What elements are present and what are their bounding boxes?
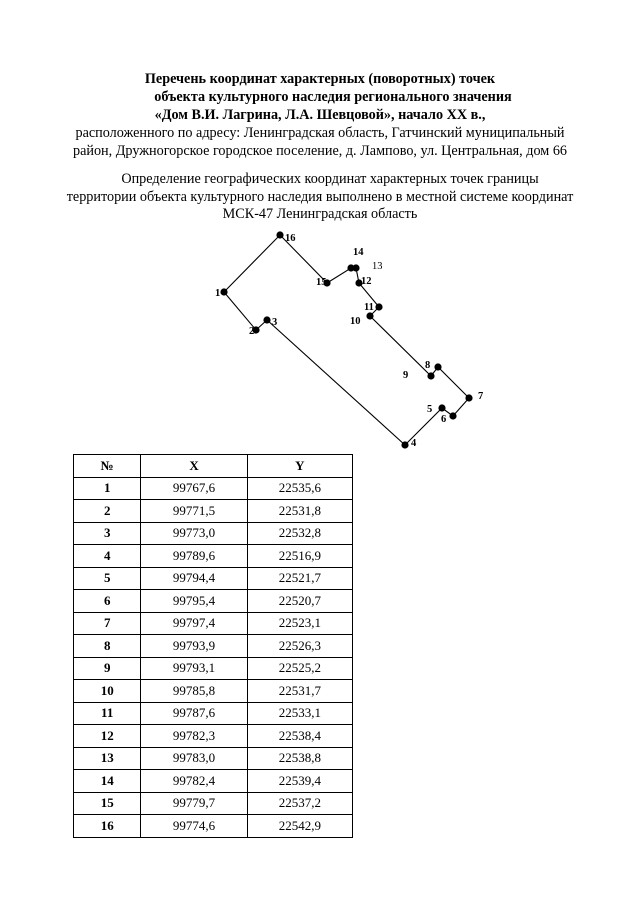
point-label-16: 16 bbox=[285, 233, 296, 244]
description-line-2: территории объекта культурного наследия выполнено в местной системе координат bbox=[66, 188, 574, 205]
table-row bbox=[74, 500, 353, 523]
table-row bbox=[74, 545, 353, 568]
table-row bbox=[74, 725, 353, 748]
title-line-3: «Дом В.И. Лагрина, Л.А. Шевцовой», начало XX в., bbox=[154, 107, 486, 123]
table-row bbox=[74, 522, 353, 545]
table-row bbox=[74, 770, 353, 793]
boundary-point-16 bbox=[276, 231, 283, 238]
boundary-point-3 bbox=[263, 316, 270, 323]
coordinates-table bbox=[73, 454, 353, 838]
address-line-2: район, Дружногорское городское поселение, д. Лампово, ул. Центральная, дом 66 bbox=[72, 143, 568, 159]
cell-y: 22533,1 bbox=[247, 702, 352, 725]
cell-x: 99767,6 bbox=[141, 477, 247, 500]
cell-x: 99797,4 bbox=[141, 612, 247, 635]
table-row bbox=[74, 747, 353, 770]
table-row bbox=[74, 657, 353, 680]
boundary-point-6 bbox=[449, 412, 456, 419]
cell-y: 22516,9 bbox=[247, 545, 352, 568]
cell-number: 11 bbox=[74, 702, 141, 725]
table-row bbox=[74, 702, 353, 725]
cell-y: 22538,8 bbox=[247, 747, 352, 770]
cell-number: 6 bbox=[74, 590, 141, 613]
cell-y: 22538,4 bbox=[247, 725, 352, 748]
cell-x: 99783,0 bbox=[141, 747, 247, 770]
cell-number: 7 bbox=[74, 612, 141, 635]
header-x: X bbox=[141, 455, 247, 478]
cell-x: 99773,0 bbox=[141, 522, 247, 545]
table-row bbox=[74, 477, 353, 500]
table-row bbox=[74, 635, 353, 658]
point-label-12: 12 bbox=[361, 276, 372, 287]
boundary-point-5 bbox=[438, 404, 445, 411]
boundary-point-4 bbox=[401, 441, 408, 448]
cell-number: 2 bbox=[74, 500, 141, 523]
cell-y: 22539,4 bbox=[247, 770, 352, 793]
header-number: № bbox=[74, 455, 141, 478]
cell-number: 8 bbox=[74, 635, 141, 658]
cell-y: 22535,6 bbox=[247, 477, 352, 500]
cell-x: 99779,7 bbox=[141, 792, 247, 815]
cell-y: 22531,7 bbox=[247, 680, 352, 703]
cell-x: 99782,3 bbox=[141, 725, 247, 748]
cell-x: 99787,6 bbox=[141, 702, 247, 725]
boundary-point-9 bbox=[427, 372, 434, 379]
point-label-15: 15 bbox=[316, 277, 327, 288]
cell-number: 14 bbox=[74, 770, 141, 793]
cell-number: 1 bbox=[74, 477, 141, 500]
cell-y: 22523,1 bbox=[247, 612, 352, 635]
cell-number: 10 bbox=[74, 680, 141, 703]
cell-number: 13 bbox=[74, 747, 141, 770]
table-row bbox=[74, 680, 353, 703]
point-label-5: 5 bbox=[427, 404, 433, 415]
cell-y: 22537,2 bbox=[247, 792, 352, 815]
description-line-1: Определение географических координат характерных точек границы bbox=[121, 171, 539, 187]
title-line-1: Перечень координат характерных (поворотных) точек bbox=[144, 71, 496, 87]
boundary-point-7 bbox=[465, 394, 472, 401]
point-label-11: 11 bbox=[364, 302, 374, 313]
cell-y: 22531,8 bbox=[247, 500, 352, 523]
point-label-3: 3 bbox=[272, 317, 278, 328]
table-row bbox=[74, 590, 353, 613]
cell-y: 22521,7 bbox=[247, 567, 352, 590]
cell-number: 15 bbox=[74, 792, 141, 815]
table-row bbox=[74, 612, 353, 635]
boundary-point-1 bbox=[220, 288, 227, 295]
title-line-2: объекта культурного наследия регионального значения bbox=[154, 89, 512, 105]
cell-y: 22532,8 bbox=[247, 522, 352, 545]
boundary-outline bbox=[224, 235, 469, 445]
point-label-13: 13 bbox=[372, 261, 383, 272]
cell-x: 99782,4 bbox=[141, 770, 247, 793]
point-label-2: 2 bbox=[249, 326, 255, 337]
table-row bbox=[74, 567, 353, 590]
point-label-14: 14 bbox=[353, 247, 364, 258]
cell-x: 99774,6 bbox=[141, 815, 247, 838]
cell-number: 5 bbox=[74, 567, 141, 590]
description-line-3: МСК-47 Ленинградская область bbox=[222, 206, 418, 222]
boundary-point-8 bbox=[434, 363, 441, 370]
cell-x: 99789,6 bbox=[141, 545, 247, 568]
cell-number: 16 bbox=[74, 815, 141, 838]
coordinates-table-body bbox=[74, 477, 353, 837]
header-y: Y bbox=[247, 455, 352, 478]
table-header-row bbox=[74, 455, 353, 478]
cell-y: 22520,7 bbox=[247, 590, 352, 613]
point-label-10: 10 bbox=[350, 316, 361, 327]
cell-y: 22542,9 bbox=[247, 815, 352, 838]
cell-number: 9 bbox=[74, 657, 141, 680]
boundary-point-11 bbox=[375, 303, 382, 310]
cell-x: 99793,1 bbox=[141, 657, 247, 680]
point-label-4: 4 bbox=[411, 438, 417, 449]
point-label-7: 7 bbox=[478, 391, 484, 402]
boundary-point-14 bbox=[347, 264, 354, 271]
table-row bbox=[74, 792, 353, 815]
cell-x: 99771,5 bbox=[141, 500, 247, 523]
cell-number: 12 bbox=[74, 725, 141, 748]
boundary-points bbox=[215, 231, 483, 449]
cell-x: 99793,9 bbox=[141, 635, 247, 658]
cell-y: 22526,3 bbox=[247, 635, 352, 658]
cell-x: 99794,4 bbox=[141, 567, 247, 590]
point-label-9: 9 bbox=[403, 370, 409, 381]
point-label-8: 8 bbox=[425, 360, 431, 371]
cell-number: 3 bbox=[74, 522, 141, 545]
cell-x: 99795,4 bbox=[141, 590, 247, 613]
cell-y: 22525,2 bbox=[247, 657, 352, 680]
cell-number: 4 bbox=[74, 545, 141, 568]
cell-x: 99785,8 bbox=[141, 680, 247, 703]
table-row bbox=[74, 815, 353, 838]
boundary-point-10 bbox=[366, 312, 373, 319]
point-label-6: 6 bbox=[441, 414, 447, 425]
point-label-1: 1 bbox=[215, 288, 221, 299]
address-line-1: расположенного по адресу: Ленинградская область, Гатчинский муниципальный bbox=[75, 125, 565, 141]
